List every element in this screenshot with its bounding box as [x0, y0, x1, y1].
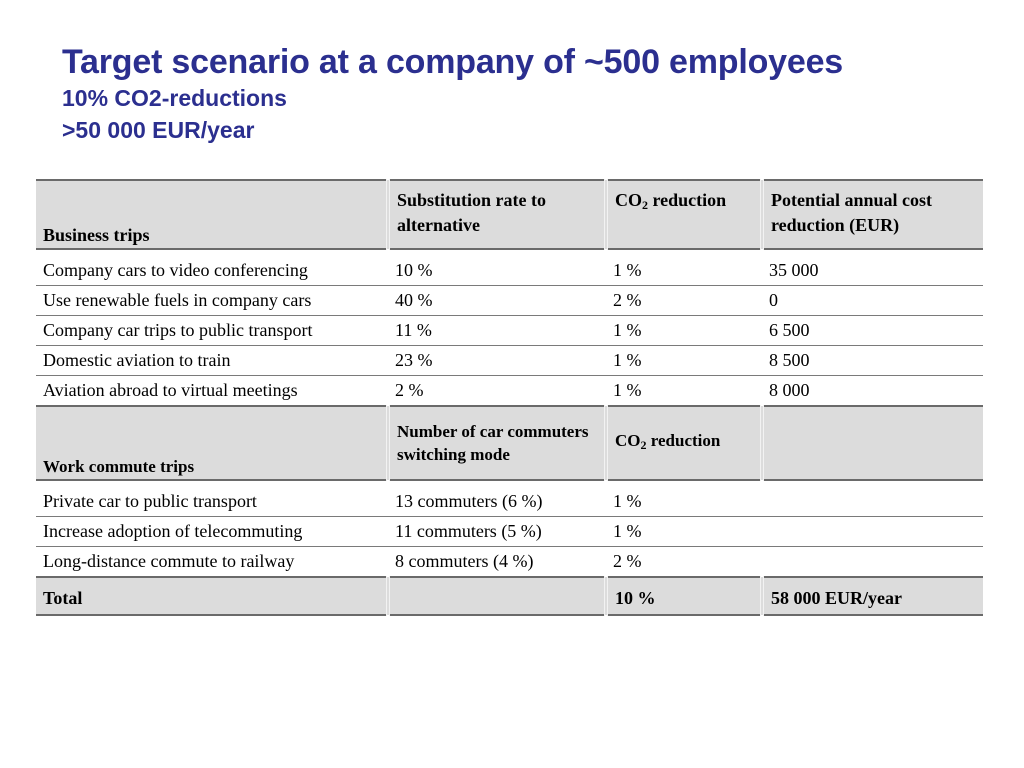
- substitution-rate: 10 %: [388, 249, 606, 286]
- cost-reduction: 6 500: [762, 316, 983, 346]
- empty-header-cell: [762, 406, 983, 480]
- trip-measure: Company car trips to public transport: [36, 316, 388, 346]
- substitution-rate: 2 %: [388, 376, 606, 407]
- substitution-rate-header: Substitution rate to alternative: [388, 180, 606, 249]
- empty-cell: [762, 517, 983, 547]
- commuters-switching-header: Number of car commuters switching mode: [388, 406, 606, 480]
- commuters-switching: 13 commuters (6 %): [388, 480, 606, 517]
- total-cost: 58 000 EUR/year: [762, 577, 983, 615]
- trip-measure: Aviation abroad to virtual meetings: [36, 376, 388, 407]
- substitution-rate: 23 %: [388, 346, 606, 376]
- business-category-header: Business trips: [36, 180, 388, 249]
- total-co2: 10 %: [606, 577, 762, 615]
- slide-title: [62, 42, 843, 146]
- co2-reduction: 1 %: [606, 346, 762, 376]
- business-trip-row: [36, 286, 983, 316]
- commute-measure: Private car to public transport: [36, 480, 388, 517]
- trip-measure: Company cars to video conferencing: [36, 249, 388, 286]
- commute-measure: Long-distance commute to railway: [36, 547, 388, 578]
- empty-cell: [762, 480, 983, 517]
- commute-trip-row: [36, 480, 983, 517]
- business-trip-row: [36, 376, 983, 407]
- commute-co2-reduction: 1 %: [606, 480, 762, 517]
- cost-reduction-header: Potential annual cost reduction (EUR): [762, 180, 983, 249]
- cost-reduction: 8 000: [762, 376, 983, 407]
- substitution-rate: 40 %: [388, 286, 606, 316]
- trip-measure: Use renewable fuels in company cars: [36, 286, 388, 316]
- commute-trip-row: [36, 517, 983, 547]
- commute-co2-reduction: 2 %: [606, 547, 762, 578]
- commute-header-row: [36, 406, 983, 480]
- scenario-table: [36, 179, 983, 616]
- cost-reduction: 8 500: [762, 346, 983, 376]
- total-row: [36, 577, 983, 615]
- commute-co2-reduction: 1 %: [606, 517, 762, 547]
- co2-reduction: 1 %: [606, 376, 762, 407]
- title-co2-target: 10% CO2-reductions: [62, 85, 287, 111]
- commute-co2-reduction-header: $CO_2$ reduction: [606, 406, 762, 480]
- cost-reduction: 35 000: [762, 249, 983, 286]
- co2-reduction: 2 %: [606, 286, 762, 316]
- co2-reduction-header: $CO_2$ reduction: [606, 180, 762, 249]
- substitution-rate: 11 %: [388, 316, 606, 346]
- title-main: Target scenario at a company of ~500 employees: [62, 43, 844, 81]
- trip-measure: Domestic aviation to train: [36, 346, 388, 376]
- commute-trip-row: [36, 547, 983, 578]
- title-savings-target: >50 000 EUR/year: [62, 117, 255, 143]
- commute-measure: Increase adoption of telecommuting: [36, 517, 388, 547]
- empty-cell: [762, 547, 983, 578]
- total-empty-cell: [388, 577, 606, 615]
- co2-reduction: 1 %: [606, 249, 762, 286]
- total-label: Total: [36, 577, 388, 615]
- business-trip-row: [36, 346, 983, 376]
- business-trip-row: [36, 316, 983, 346]
- commute-category-header: Work commute trips: [36, 406, 388, 480]
- commuters-switching: 11 commuters (5 %): [388, 517, 606, 547]
- commuters-switching: 8 commuters (4 %): [388, 547, 606, 578]
- business-trip-row: [36, 249, 983, 286]
- co2-reduction: 1 %: [606, 316, 762, 346]
- business-header-row: [36, 180, 983, 249]
- cost-reduction: 0: [762, 286, 983, 316]
